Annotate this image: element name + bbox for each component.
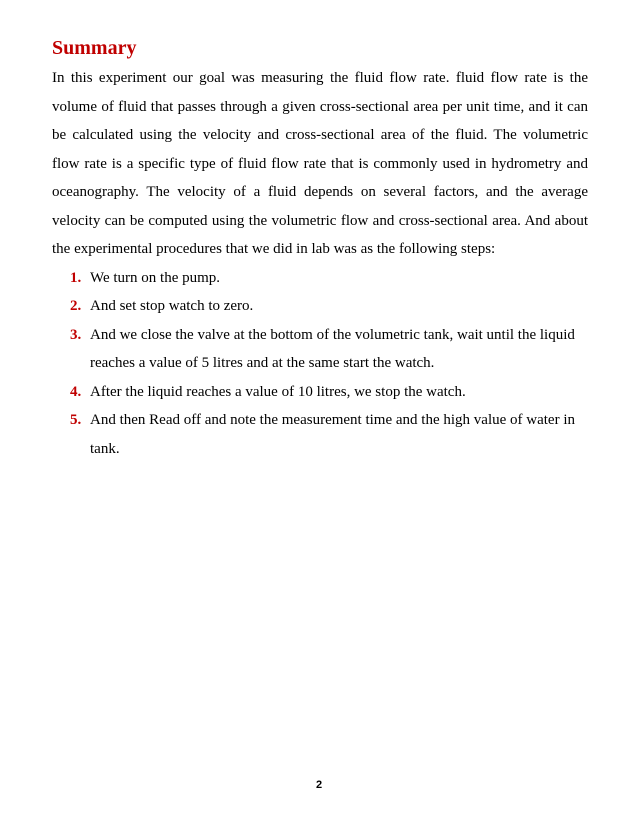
step-text: After the liquid reaches a value of 10 litres, we stop the watch.	[90, 383, 466, 400]
step-number: 1.	[70, 269, 82, 286]
procedure-steps-list	[52, 264, 588, 464]
step-number: 4.	[70, 383, 82, 400]
section-heading: Summary	[52, 37, 137, 59]
step-number: 2.	[70, 298, 82, 314]
procedure-step	[52, 292, 588, 321]
step-number: 3.	[70, 326, 82, 343]
step-number: 5.	[70, 412, 82, 428]
page-content	[52, 34, 588, 463]
page-number: 2	[315, 779, 323, 791]
procedure-step	[52, 321, 588, 378]
step-text: We turn on the pump.	[90, 269, 221, 286]
step-text: And we close the valve at the bottom of the volumetric tank, wait until the liquid reaches a value of 5 litres and at the same start the watch.	[90, 326, 575, 371]
procedure-step	[52, 406, 588, 463]
summary-paragraph: In this experiment our goal was measuring the fluid flow rate. fluid flow rate is the volume of fluid that passes through a given cross-sectional area per unit time, and it can be calculated using the velocity and cross-sectional area of the fluid. The volumetric flow rate is a specific type of fluid flow rate that is commonly used in hydrometry and oceanography. The velocity of a fluid depends on several factors, and the average velocity can be computed using the volumetric flow and cross-sectional area. And about the experimental procedures that we did in lab was as the following steps:	[52, 70, 588, 257]
step-text: And then Read off and note the measurement time and the high value of water in tank.	[90, 412, 575, 457]
procedure-step	[52, 378, 588, 407]
procedure-step	[52, 264, 588, 293]
step-text: And set stop watch to zero.	[90, 298, 254, 314]
